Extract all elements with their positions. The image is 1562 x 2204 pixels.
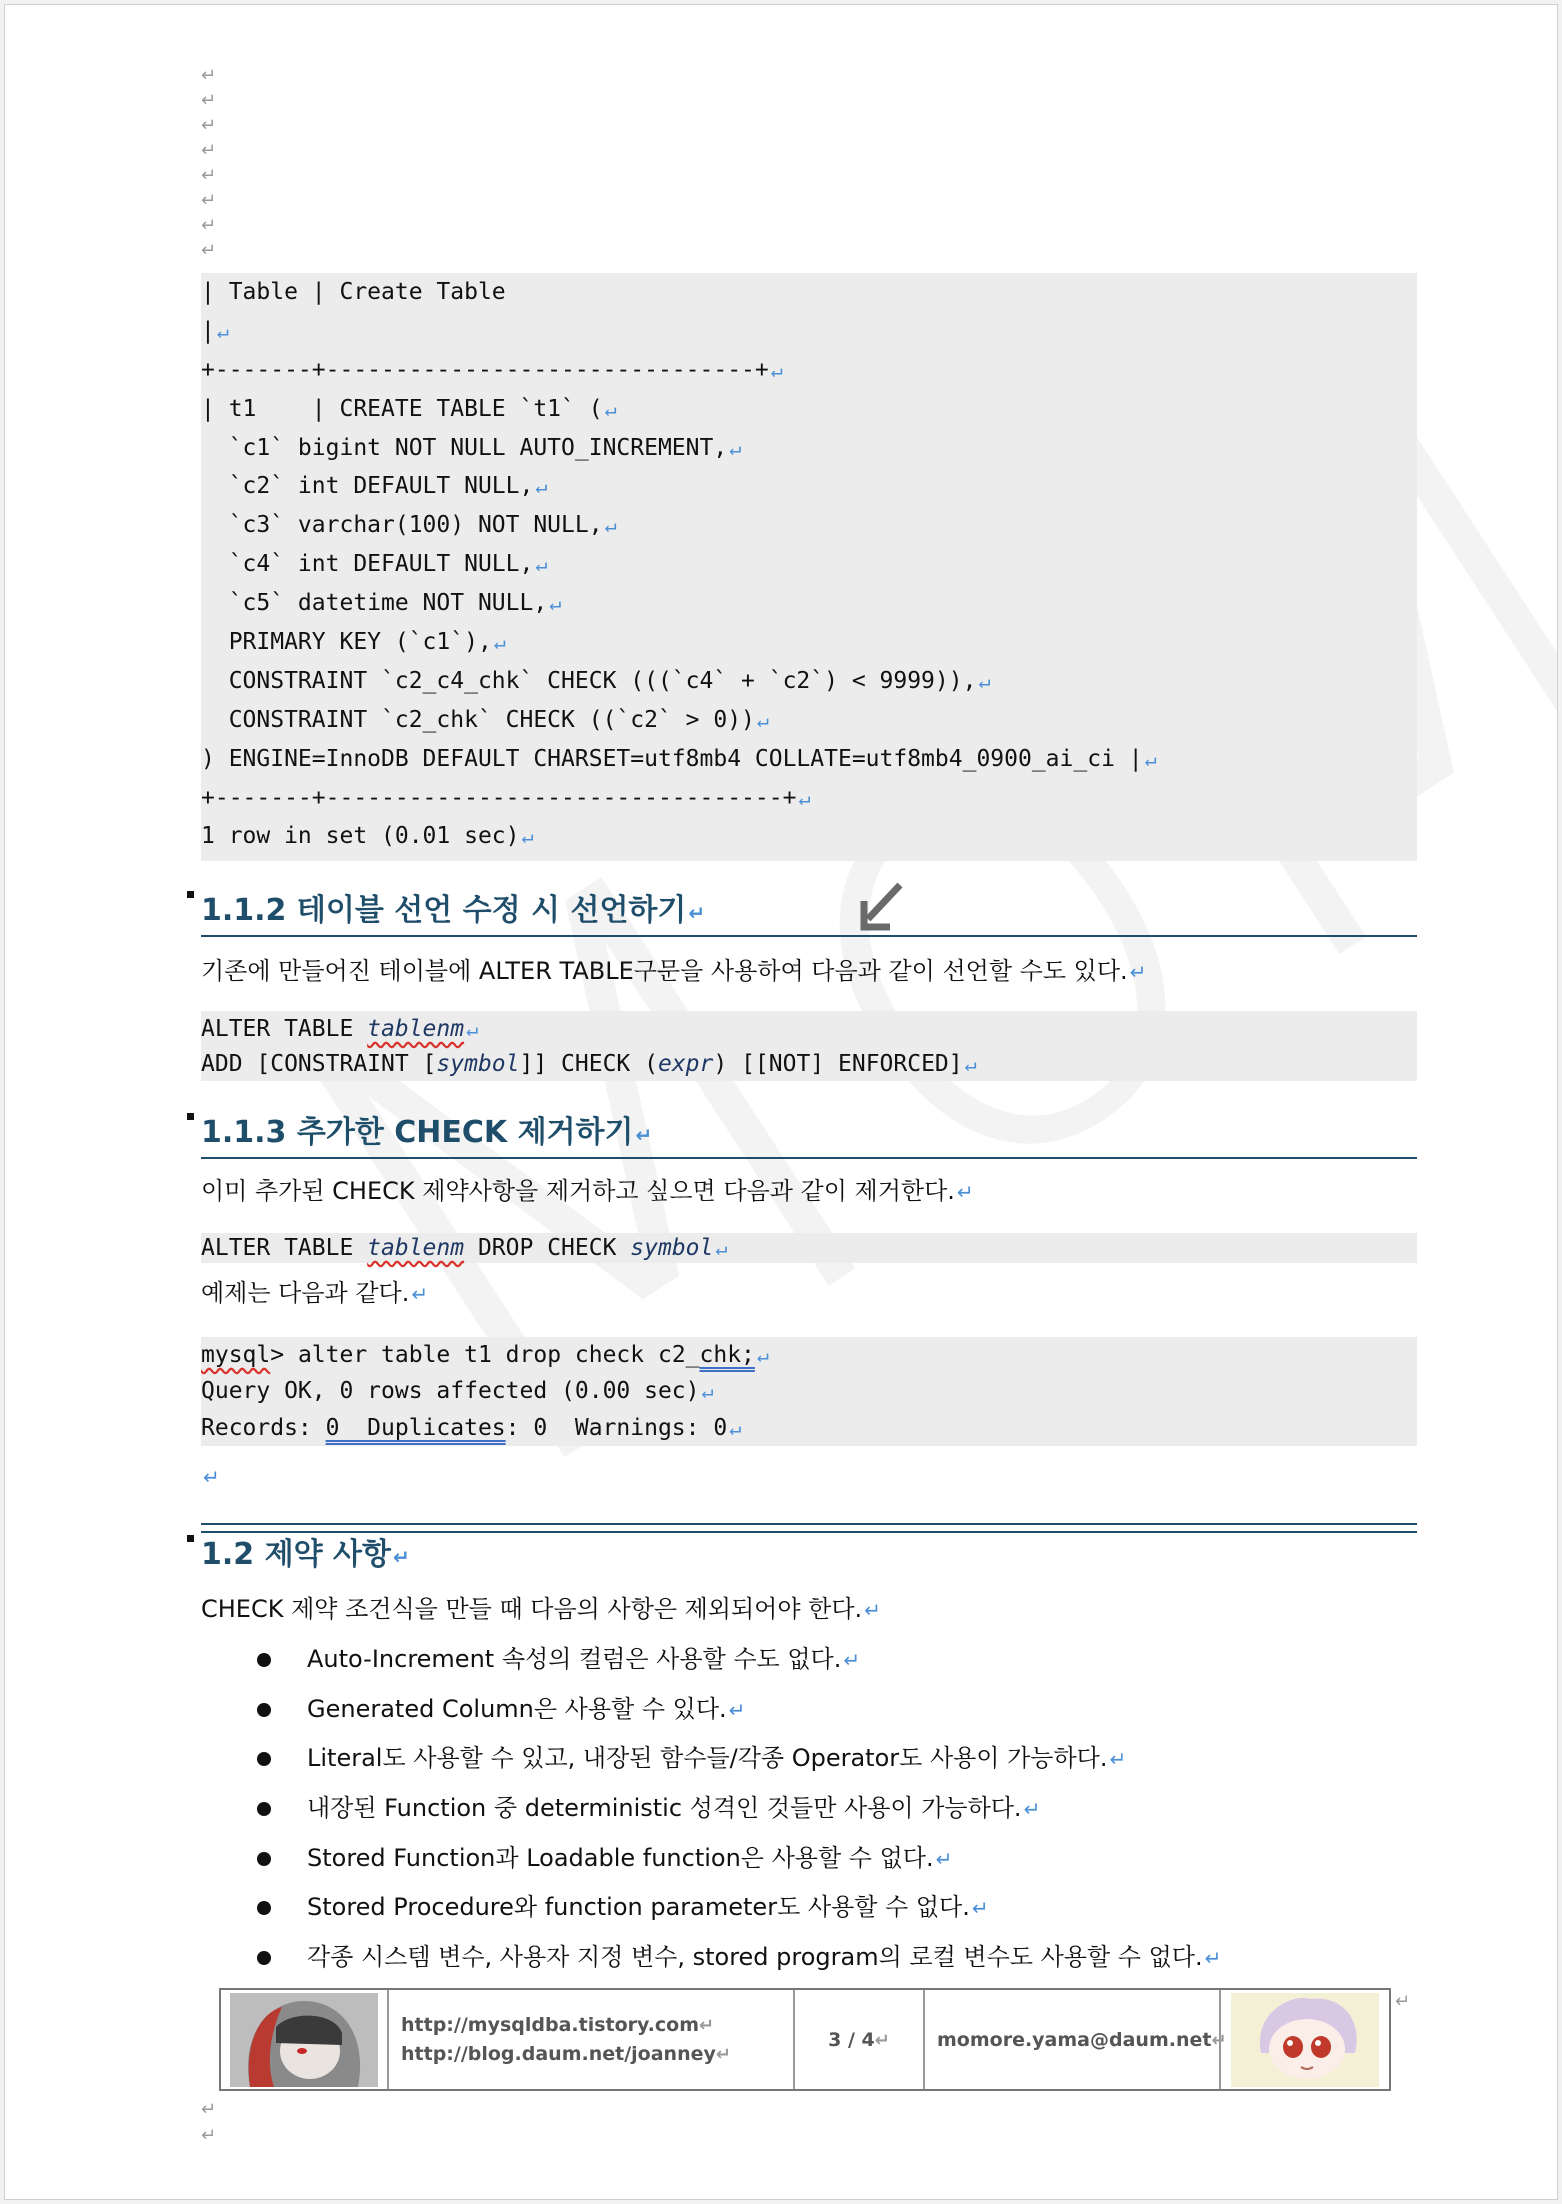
avatar	[1231, 1993, 1379, 2087]
list-item: Generated Column은 사용할 수 있다. ↵	[255, 1689, 1221, 1739]
paragraph-mark: ↵	[201, 190, 217, 211]
paragraph-mark: ↵	[201, 2125, 217, 2146]
paragraph-mark: ↵	[201, 90, 217, 111]
footer-email[interactable]: momore.yama@daum.net↵	[937, 2028, 1227, 2051]
paragraph-mark: ↵	[201, 215, 217, 236]
code-line: `c1` bigint NOT NULL AUTO_INCREMENT, ↵	[201, 434, 742, 461]
page-footer	[219, 1988, 1391, 2091]
bullet-icon	[257, 1653, 271, 1667]
alter-table-syntax	[201, 1011, 1417, 1081]
code-line: CONSTRAINT `c2_c4_chk` CHECK (((`c4` + `c2`) < 9999)), ↵	[201, 667, 991, 694]
footer-avatar-cell	[221, 1990, 389, 2089]
paragraph-mark: ↵	[201, 165, 217, 186]
footer-links-cell	[389, 1990, 795, 2089]
code-line: Records: 0 Duplicates: 0 Warnings: 0 ↵	[201, 1414, 742, 1441]
avatar-illustration-icon	[230, 1993, 378, 2087]
code-line: | ↵	[201, 317, 229, 344]
section-1-2-text: CHECK 제약 조건식을 만들 때 다음의 사항은 제외되어야 한다. ↵	[201, 1595, 881, 1623]
empty-paragraph: ↵	[203, 1465, 220, 1489]
code-line: `c5` datetime NOT NULL, ↵	[201, 590, 562, 617]
paragraph-mark: ↵	[1395, 1991, 1411, 2012]
list-item: Literal도 사용할 수 있고, 내장된 함수들/각종 Operator도 사용이 가능하다. ↵	[255, 1738, 1221, 1788]
footer-link-tistory[interactable]: http://mysqldba.tistory.com↵	[401, 2013, 715, 2036]
section-1-1-3-text: 이미 추가된 CHECK 제약사항을 제거하고 싶으면 다음과 같이 제거한다. ↵	[201, 1177, 974, 1205]
list-item: 각종 시스템 변수, 사용자 지정 변수, stored program의 로컬 변수도 사용할 수 없다. ↵	[255, 1937, 1221, 1987]
code-line: PRIMARY KEY (`c1`), ↵	[201, 629, 506, 656]
bullet-icon	[257, 1752, 271, 1766]
page-number: 3 / 4↵	[828, 2028, 890, 2051]
code-line: mysql> alter table t1 drop check c2_chk; ↵	[201, 1342, 769, 1368]
bullet-icon	[257, 1802, 271, 1816]
code-line: ) ENGINE=InnoDB DEFAULT CHARSET=utf8mb4 COLLATE=utf8mb4_0900_ai_ci | ↵	[201, 745, 1157, 772]
list-item: Stored Function과 Loadable function은 사용할 수 없다. ↵	[255, 1838, 1221, 1888]
code-line: +-------+---------------------------------+ ↵	[201, 784, 811, 811]
create-table-output	[201, 273, 1417, 861]
code-line: ADD [CONSTRAINT [symbol]] CHECK (expr) [[NOT] ENFORCED] ↵	[201, 1051, 977, 1077]
character-illustration-icon	[1231, 1993, 1379, 2087]
cursor-arrow-icon	[860, 879, 910, 939]
paragraph-mark: ↵	[201, 2099, 217, 2120]
section-heading-1-1-2: 1.1.2 테이블 선언 수정 시 선언하기 ↵	[201, 889, 1417, 937]
example-intro-text: 예제는 다음과 같다. ↵	[201, 1279, 429, 1307]
paragraph-mark: ↵	[201, 115, 217, 136]
bullet-icon	[257, 1703, 271, 1717]
document-page	[4, 4, 1558, 2200]
list-item: 내장된 Function 중 deterministic 성격인 것들만 사용이 가능하다. ↵	[255, 1788, 1221, 1838]
heading-marker	[187, 891, 194, 898]
section-separator	[201, 1523, 1417, 1533]
paragraph-mark: ↵	[201, 240, 217, 261]
footer-email-cell	[925, 1990, 1227, 2089]
drop-check-syntax	[201, 1233, 1417, 1263]
bullet-icon	[257, 1852, 271, 1866]
code-line: | t1 | CREATE TABLE `t1` ( ↵	[201, 395, 617, 422]
restrictions-list	[255, 1639, 1221, 1987]
heading-marker	[187, 1113, 194, 1120]
section-heading-1-2: 1.2 제약 사항 ↵	[201, 1533, 1417, 1579]
bullet-icon	[257, 1951, 271, 1965]
drop-check-example	[201, 1337, 1417, 1446]
code-line: | Table | Create Table	[201, 279, 506, 305]
code-line: `c2` int DEFAULT NULL, ↵	[201, 473, 548, 500]
avatar	[230, 1993, 378, 2087]
empty-paragraphs	[201, 63, 216, 263]
section-heading-1-1-3: 1.1.3 추가한 CHECK 제거하기 ↵	[201, 1111, 1417, 1159]
paragraph-mark: ↵	[201, 65, 217, 86]
bullet-icon	[257, 1901, 271, 1915]
footer-page-cell	[795, 1990, 925, 2089]
paragraph-mark: ↵	[201, 140, 217, 161]
code-line: 1 row in set (0.01 sec) ↵	[201, 823, 534, 850]
code-line: CONSTRAINT `c2_chk` CHECK ((`c2` > 0)) ↵	[201, 706, 769, 733]
code-line: +-------+-------------------------------+ ↵	[201, 356, 783, 383]
code-line: ALTER TABLE tablenm DROP CHECK symbol ↵	[201, 1235, 728, 1261]
footer-link-daum[interactable]: http://blog.daum.net/joanney↵	[401, 2042, 731, 2065]
list-item: Stored Procedure와 function parameter도 사용할 수 없다. ↵	[255, 1887, 1221, 1937]
footer-avatar-cell-right	[1221, 1990, 1389, 2089]
code-line: ALTER TABLE tablenm ↵	[201, 1016, 479, 1042]
code-line: `c3` varchar(100) NOT NULL, ↵	[201, 512, 617, 539]
heading-marker	[187, 1535, 194, 1542]
section-1-1-2-text: 기존에 만들어진 테이블에 ALTER TABLE구문을 사용하여 다음과 같이 선언할 수도 있다. ↵	[201, 957, 1147, 985]
code-line: Query OK, 0 rows affected (0.00 sec) ↵	[201, 1378, 714, 1405]
list-item: Auto-Increment 속성의 컬럼은 사용할 수도 없다. ↵	[255, 1639, 1221, 1689]
code-line: `c4` int DEFAULT NULL, ↵	[201, 551, 548, 578]
